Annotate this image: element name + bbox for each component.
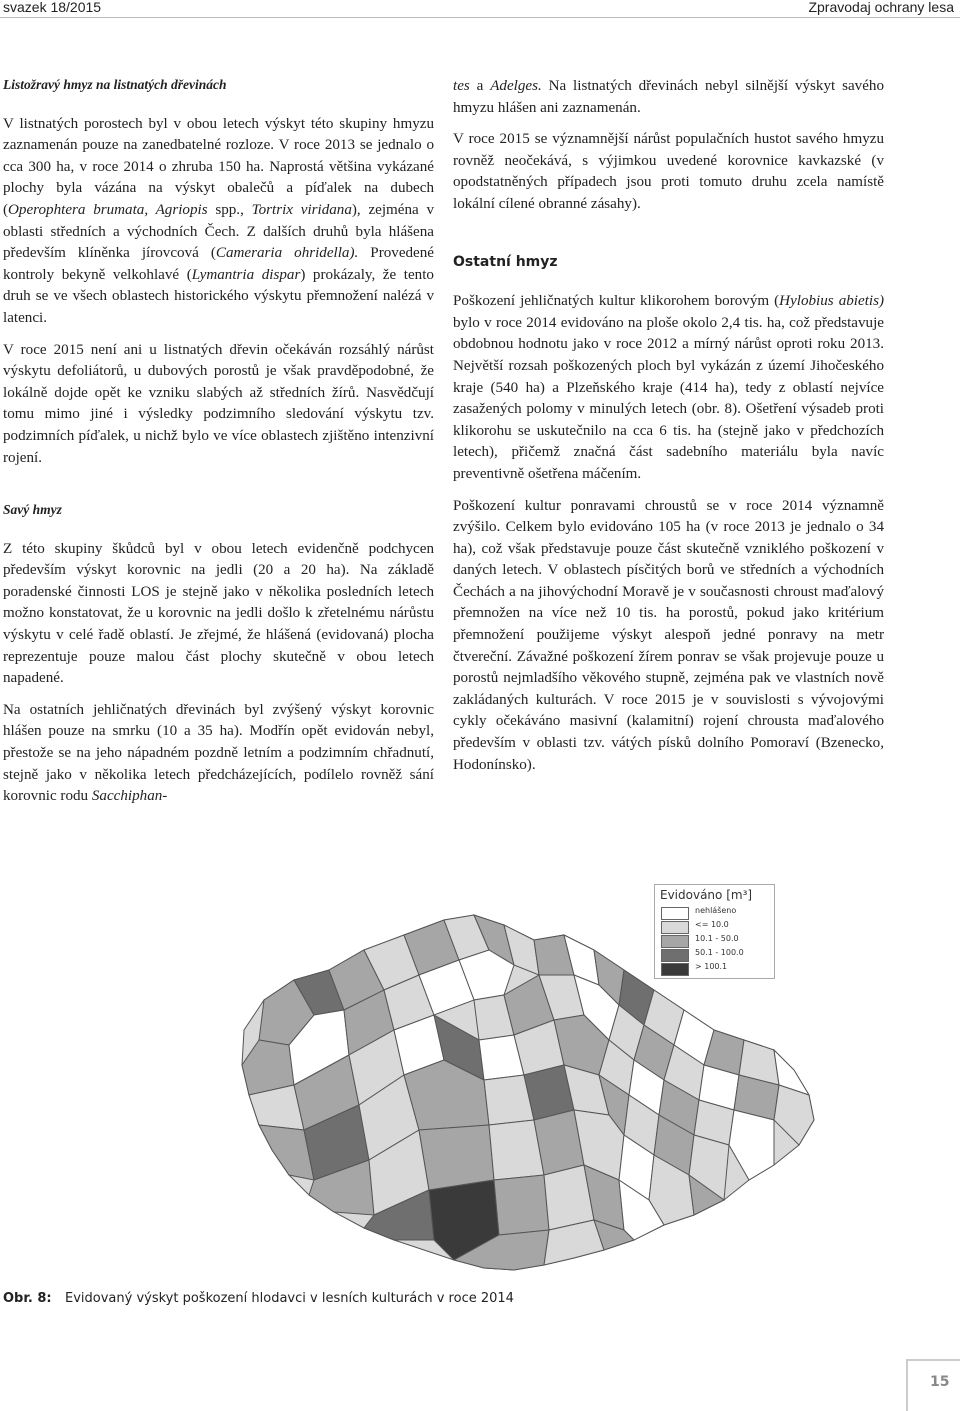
figure-caption-text: Evidovaný výskyt poškození hlodavci v lesních kulturách v roce 2014 (65, 1291, 514, 1306)
page-number: 15 (930, 1374, 950, 1390)
page-header (0, 0, 960, 18)
right-column (453, 76, 884, 786)
paragraph: V roce 2015 se významnější nárůst populačních hustot savého hmyzu rovněž neočekává, s výjimkou uvedené korovnice kavkazské (v opodstatněných případech jsou proti tomuto druhu zcela namístě lokální cílené obranné zásahy). (453, 131, 884, 212)
legend-label: 50.1 - 100.0 (695, 948, 744, 957)
map-legend (654, 884, 775, 979)
paragraph: Poškození kultur ponravami chroustů se v roce 2014 významně zvýšilo. Celkem bylo evidováno 105 ha (v roce 2013 je jednalo o 34 ha), což však představuje pouze část skutečně vzniklého poškození v daných letech. V oblastech písčitých borů ve středních a východních Čechách a na jihovýchodní Moravě je v současnosti chroust maďalový přemnožen na více než 10 tis. ha porostů, pokud jako kritérium přemnožení použijeme výskyt alespoň jedné ponravy na metr čtvereční. Závažné poškození žírem ponrav se však projevuje pouze u porostů nejmladšího věkového stupně, zejména pak ve vlastních nově zakládaných kulturách. V roce 2015 je v souvislosti s vývojovými cykly očekáváno masivní (kalamitní) rojení chrousta maďalového především v oblasti tzv. vátých písků dolního Pomoraví (Bzenecko, Hodonínsko). (453, 497, 884, 773)
page-number-box (906, 1359, 960, 1411)
section-heading-defoliators: Listožravý hmyz na listnatých dřevinách (3, 77, 227, 92)
section-heading-sucking-insects: Savý hmyz (3, 502, 62, 518)
legend-item (661, 920, 771, 933)
figure-label: Obr. 8: (3, 1291, 52, 1306)
paragraph: tes a Adelges. Na listnatých dřevinách nebyl silnější výskyt savého hmyzu hlášen ani zaznamenán. (453, 78, 884, 116)
legend-swatch (661, 963, 689, 976)
legend-swatch (661, 949, 689, 962)
paragraph: Na ostatních jehličnatých dřevinách byl zvýšený výskyt korovnic hlášen pouze na smrku (10 a 35 ha). Modřín opět evidován nebyl, přestože se na jeho nápadném pozdně letním a podzimním chřadnutí, stejně jako v několika letech předcházejících, podílelo rovněž sání korovnic rodu Sacchiphan- (3, 701, 434, 805)
header-divider (0, 17, 960, 18)
legend-title: Evidováno [m³] (660, 888, 753, 902)
legend-item (661, 948, 771, 961)
legend-swatch (661, 935, 689, 948)
legend-swatch (661, 907, 689, 920)
paragraph: V listnatých porostech byl v obou letech výskyt této skupiny hmyzu zaznamenán pouze na zanedbatelné rozloze. V roce 2013 se jednalo o cca 300 ha, v roce 2014 o zhruba 150 ha. Naprostá většina vykázané plochy byla vázána na výskyt obalečů a píďalek na dubech (Operophtera brumata, Agriopis spp., Tortrix viridana), zejména v oblasti středních a východních Čech. Z dalších druhů byla hlášena především klíněnka jírovcová (Cameraria ohridella). Provedené kontroly bekyně velkohlavé (Lymantria dispar) prokázaly, že tento druh se ve všech oblastech historického výskytu přemnožení nalézá v latenci. (3, 115, 435, 326)
rodent-damage-map (234, 880, 899, 1278)
legend-label: 10.1 - 50.0 (695, 934, 739, 943)
journal-title: Zpravodaj ochrany lesa (808, 0, 954, 15)
paragraph: Poškození jehličnatých kultur klikorohem borovým (Hylobius abietis) bylo v roce 2014 evidováno na ploše okolo 2,4 tis. ha, což představuje obdobnou hodnotu jako v roce 2012 a mírný nárůst oproti roku 2013. Největší rozsah poškozených ploch byl vykázán z území Jihočeského kraje (540 ha) a Plzeňského kraje (414 ha), tedy z oblastí nejvíce zasažených polomy v minulých letech (obr. 8). Ošetření výsadeb proti klikorohu se uskutečnilo na cca 6 tis. ha (stejně jako v předchozích letech), přičemž značná část sadebního materiálu byla navíc preventivně ošetřena máčením. (453, 293, 884, 482)
legend-swatch (661, 921, 689, 934)
paragraph: Z této skupiny škůdců byl v obou letech evidenčně podchycen především výskyt korovnic na jedli (20 a 20 ha). Na základě poradenské činnosti LOS je stejně jako v několika posledních letech možno konstatovat, že u korovnic na jedli došlo k zřetelnému nárůstu výskytu v celé řadě oblastí. Je zřejmé, že hlášená (evidovaná) plocha reprezentuje pouze malou část plochy skutečně v obou letech napadené. (3, 540, 434, 687)
left-column (3, 74, 434, 818)
legend-label: > 100.1 (695, 962, 728, 971)
legend-label: nehlášeno (695, 906, 737, 915)
section-heading-other-insects: Ostatní hmyz (453, 253, 558, 270)
issue-label: svazek 18/2015 (3, 0, 102, 15)
legend-item (661, 934, 771, 947)
legend-item (661, 962, 771, 975)
figure-caption (3, 1291, 514, 1306)
paragraph: V roce 2015 není ani u listnatých dřevin očekáván rozsáhlý nárůst výskytu defoliátorů, u dubových porostů je však pravděpodobné, že lokálně dojde opět ke vzniku slabých až středních žírů. Nasvědčují tomu mimo jiné i výsledky podzimního sledování výskytu tzv. podzimních píďalek, u nichž bylo ve více oblastech zjištěno intenzivní rojení. (3, 341, 434, 466)
legend-item (661, 906, 771, 919)
legend-label: <= 10.0 (695, 920, 729, 929)
